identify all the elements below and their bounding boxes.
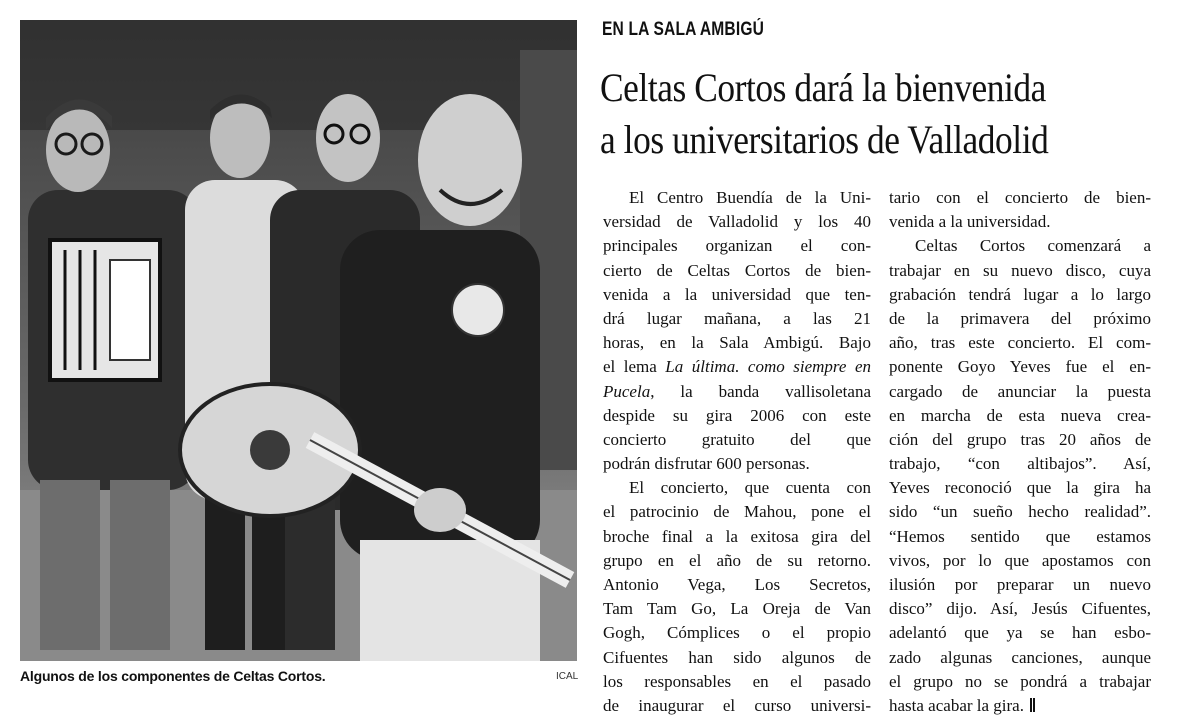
body-text-line: año, tras este concierto. El com- [889, 333, 1151, 353]
body-text-line: cierto de Celtas Cortos de bien- [603, 260, 871, 280]
body-text-line: “Hemos sentido que estamos [889, 526, 1151, 546]
body-text-line: venida a la universidad. [889, 212, 1051, 232]
body-text-line: principales organizan el con- [603, 236, 871, 256]
body-text-line: de la primavera del próximo [889, 308, 1151, 328]
body-text-line: el patrocinio de Mahou, pone el [603, 502, 871, 522]
body-text-line: horas, en la Sala Ambigú. Bajo [603, 333, 871, 353]
body-text-line: despide su gira 2006 con este [603, 405, 871, 425]
body-text-line: los responsables en el pasado [603, 671, 871, 691]
body-text-line [603, 355, 871, 379]
text-segment: , la banda vallisoletana [650, 381, 871, 401]
body-text-line: grabación tendrá lugar a lo largo [889, 284, 1151, 304]
body-text-line: hasta acabar la gira. [889, 694, 1151, 718]
body-text-line: de inaugurar el curso universi- [603, 695, 871, 715]
article-end-mark-icon [1030, 698, 1035, 712]
body-text-line: sido “un sueño hecho realidad”. [889, 502, 1151, 522]
body-text-line [603, 380, 871, 404]
body-text-line: Antonio Vega, Los Secretos, [603, 575, 871, 594]
text-segment: el lema [603, 357, 666, 377]
body-text-line: en marcha de esta nueva crea- [889, 405, 1151, 425]
body-text-line: versidad de Valladolid y los 40 [603, 212, 871, 232]
body-text-line: Cifuentes han sido algunos de [603, 647, 871, 667]
body-text-line: concierto gratuito del que [603, 429, 871, 449]
body-column-2 [889, 186, 1151, 718]
body-text-line: venida a la universidad que ten- [603, 284, 871, 304]
body-text-line: zado algunas canciones, aunque [889, 647, 1151, 667]
body-text-line: El concierto, que cuenta con [629, 478, 871, 498]
band-photo-illustration [20, 20, 577, 661]
headline-line-2: a los universitarios de Valladolid [600, 117, 1049, 162]
body-text-line: El Centro Buendía de la Uni- [629, 188, 871, 207]
body-text-line: ponente Goyo Yeves fue el en- [889, 357, 1151, 377]
body-text-line: Gogh, Cómplices o el propio [603, 623, 871, 643]
body-text-line: el grupo no se pondrá a trabajar [889, 671, 1151, 691]
photo-credit: ICAL [556, 671, 579, 682]
body-text-line: tario con el concierto de bien- [889, 188, 1151, 207]
article-kicker: EN LA SALA AMBIGÚ [602, 19, 765, 40]
headline-line-1: Celtas Cortos dará la bienvenida [600, 65, 1046, 110]
body-text-line: trabajar en su nuevo disco, cuya [889, 260, 1151, 280]
body-text-line: ilusión por preparar un nuevo [889, 575, 1151, 594]
body-text-line: grupo en el año de su retorno. [603, 550, 871, 570]
body-text-line: cargado de anunciar la puesta [889, 381, 1151, 401]
body-text-line: disco” dijo. Así, Jesús Cifuentes, [889, 599, 1151, 619]
band-photo [20, 20, 577, 661]
body-text-line: Tam Tam Go, La Oreja de Van [603, 599, 871, 619]
body-text-line: trabajo, “con altibajos”. Así, [889, 454, 1151, 474]
body-text-line: drá lugar mañana, a las 21 [603, 308, 871, 328]
body-text-line: broche final a la exitosa gira del [603, 526, 871, 546]
body-text-line: Yeves reconoció que la gira ha [889, 478, 1151, 498]
body-text-line: adelantó que ya se han esbo- [889, 623, 1151, 643]
italic-text: La última. como siempre en [665, 357, 871, 377]
body-text-line: vivos, por lo que apostamos con [889, 550, 1151, 570]
body-text-line: ción del grupo tras 20 años de [889, 429, 1151, 449]
italic-text: Pucela [603, 381, 651, 401]
body-text-line: Celtas Cortos comenzará a [915, 236, 1151, 256]
body-column-1 [603, 186, 871, 718]
body-text-line: podrán disfrutar 600 personas. [603, 454, 810, 474]
photo-caption: Algunos de los componentes de Celtas Cortos. [20, 668, 326, 684]
